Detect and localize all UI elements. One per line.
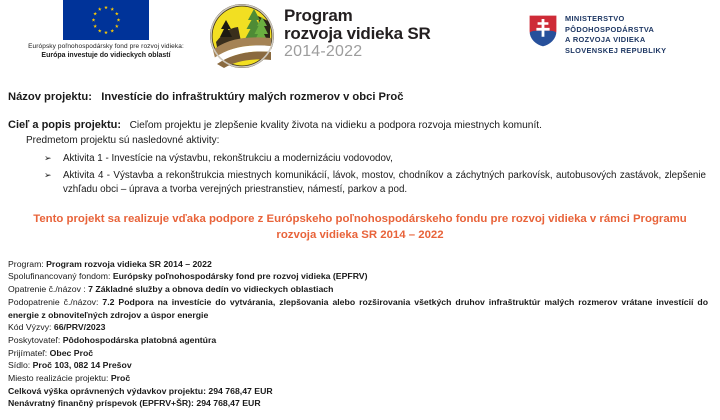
- detail-row: [8, 321, 708, 334]
- prv-rural-development-logo-icon: [208, 2, 276, 70]
- ministry-line1: MINISTERSTVO: [565, 14, 625, 23]
- detail-label: Nenávratný finančný príspevok (EPFRV+ŠR): 294 768,47 EUR: [8, 398, 261, 409]
- project-subject-line: Predmetom projektu sú nasledovné aktivity:: [26, 135, 220, 147]
- detail-label: Podopatrenie č./názov:: [8, 296, 103, 307]
- activity-text: Aktivita 1 - Investície na výstavbu, rekonštrukciu a modernizáciu vodovodov,: [63, 152, 393, 164]
- list-item: [44, 169, 712, 197]
- detail-row: [8, 359, 708, 372]
- detail-label: Program:: [8, 258, 47, 269]
- eu-star-icon: [93, 12, 97, 16]
- prv-logo-text: [284, 2, 431, 61]
- eu-star-icon: [98, 29, 102, 33]
- activity-text: Aktivita 4 - Výstavba a rekonštrukcia miestnych komunikácií, lávok, mostov, chodníkov a záchytných parkovísk, autobusových zastávok, zlepšenie vzhľadu obci – úprava a tvorba verejných priestranstiev, námestí, parkov a pod.: [63, 169, 706, 195]
- activities-list: [8, 152, 712, 197]
- eu-caption-line2: Európa investuje do vidieckych oblastí: [41, 52, 171, 60]
- eu-star-icon: [92, 18, 96, 22]
- european-union-flag: [63, 0, 149, 40]
- detail-label: Spolufinancovaný fondom:: [8, 271, 113, 282]
- banner-line1: Tento projekt sa realizuje vďaka podpore z Európskeho poľnohospodárskeho fondu pre rozvoj vidieka v rámci Programu: [33, 212, 687, 225]
- detail-value: 7 Základné služby a obnova dedín vo vidieckych oblastiach: [88, 284, 334, 295]
- project-goal-value: Cieľom projektu je zlepšenie kvality života na vidieku a podpora rozvoja miestnych komunít.: [129, 119, 542, 131]
- eu-star-icon: [115, 12, 119, 16]
- ministry-name: [565, 14, 666, 56]
- list-item: [44, 152, 712, 166]
- ministry-line4: SLOVENSKEJ REPUBLIKY: [565, 45, 667, 55]
- detail-value: 7.2 Podpora na investície do vytvárania, zlepšovania alebo rozširovania všetkých druhov infraštruktúr malých rozmerov vrátane investícií do energie z obnoviteľných zdrojov a úspor energie: [8, 296, 709, 320]
- detail-label: Celková výška oprávnených výdavkov projektu: 294 768,47 EUR: [8, 385, 273, 396]
- project-goal-label: Cieľ a popis projektu:: [8, 118, 122, 131]
- detail-row: [8, 334, 708, 347]
- detail-label: Kód Výzvy:: [8, 322, 54, 333]
- detail-value: Program rozvoja vidieka SR 2014 – 2022: [46, 258, 212, 269]
- ministry-line2: PÔDOHOSPODÁRSTVA: [565, 24, 655, 34]
- eu-funding-block: [0, 0, 212, 61]
- eu-star-icon: [110, 7, 114, 11]
- detail-label: Prijímateľ:: [8, 347, 50, 358]
- ministry-logo-block: [528, 14, 666, 56]
- detail-row: [8, 270, 708, 283]
- eu-star-icon: [104, 31, 108, 35]
- detail-value: Proč 103, 082 14 Prešov: [32, 360, 132, 371]
- detail-value: Proč: [110, 373, 131, 384]
- detail-value: Európsky poľnohospodársky fond pre rozvoj vidieka (EPFRV): [112, 271, 368, 282]
- detail-label: Sídlo:: [8, 360, 33, 371]
- ministry-line3: A ROZVOJA VIDIEKA: [565, 35, 646, 45]
- project-name-label: Názov projektu:: [8, 91, 92, 103]
- eu-star-icon: [117, 18, 121, 22]
- eu-star-icon: [110, 29, 114, 33]
- slovak-coat-of-arms-icon: [528, 14, 558, 48]
- detail-row: [8, 372, 708, 385]
- detail-value: 66/PRV/2023: [53, 322, 106, 333]
- eu-star-icon: [104, 6, 108, 10]
- eu-caption-line1: Európsky poľnohospodársky fond pre rozvoj vidieka:: [28, 43, 184, 50]
- prv-title-line2: rozvoja vidieka SR: [284, 24, 431, 44]
- detail-label: Miesto realizácie projektu:: [8, 373, 111, 384]
- header-logos: [0, 0, 720, 78]
- prv-title-years: 2014-2022: [284, 43, 363, 61]
- detail-row: [8, 385, 708, 398]
- prv-logo-block: [208, 2, 431, 70]
- detail-value: Obec Proč: [49, 347, 94, 358]
- funding-statement-banner: [8, 211, 712, 244]
- detail-label: Poskytovateľ:: [8, 334, 63, 345]
- project-name-value: Investície do infraštruktúry malých rozmerov v obci Proč: [101, 91, 404, 103]
- detail-row: [8, 347, 708, 360]
- prv-title-line1: Program: [284, 6, 353, 25]
- eu-star-icon: [93, 24, 97, 28]
- eu-star-icon: [98, 7, 102, 11]
- detail-value: Pôdohospodárska platobná agentúra: [62, 334, 217, 345]
- detail-row: [8, 258, 708, 271]
- banner-line2: rozvoja vidieka SR 2014 – 2022: [276, 229, 444, 242]
- project-goal-row: [8, 118, 712, 133]
- detail-label: Opatrenie č./názov :: [8, 284, 89, 295]
- eu-star-icon: [115, 24, 119, 28]
- arrow-bullet-icon: ➢: [44, 169, 52, 180]
- project-details-block: [8, 258, 712, 410]
- detail-row: [8, 296, 708, 321]
- project-name-row: [8, 90, 712, 105]
- detail-row: [8, 283, 708, 296]
- detail-row: [8, 397, 708, 410]
- arrow-bullet-icon: ➢: [44, 152, 52, 163]
- document-body: [0, 90, 720, 410]
